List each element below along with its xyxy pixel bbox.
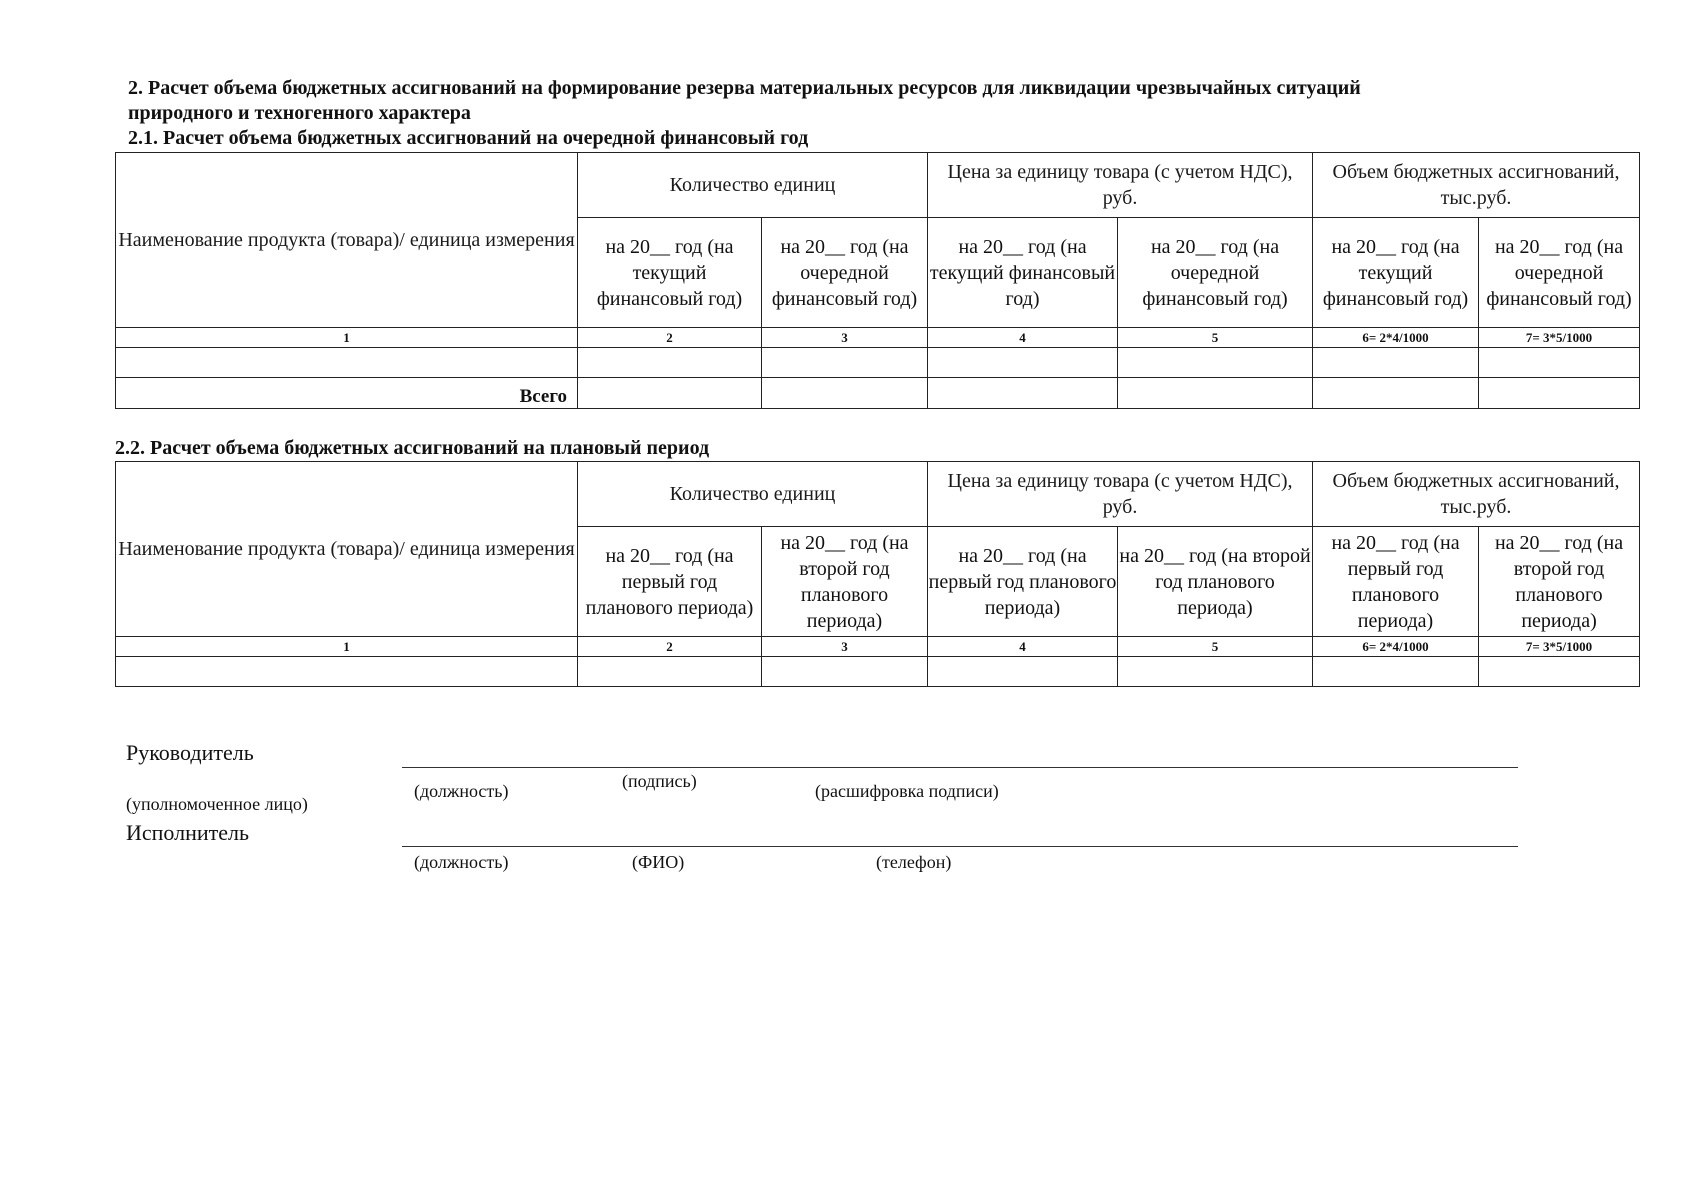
empty-cell[interactable] [1313, 348, 1479, 378]
volume-header: Объем бюджетных ассигнований, тыс.руб. [1313, 153, 1640, 218]
empty-cell[interactable] [1313, 657, 1479, 687]
sub-header-col3: на 20__ год (на очередной финансовый год) [762, 218, 928, 328]
col-number-1: 1 [116, 637, 578, 657]
sub-header-col4: на 20__ год (на первый год планового периода) [928, 527, 1118, 637]
quantity-header: Количество единиц [578, 462, 928, 527]
name-header: Наименование продукта (товара)/ единица измерения [116, 462, 578, 637]
name-header: Наименование продукта (товара)/ единица измерения [116, 153, 578, 328]
empty-cell[interactable] [578, 657, 762, 687]
price-header: Цена за единицу товара (с учетом НДС), руб. [928, 462, 1313, 527]
exec-position-caption: (должность) [414, 852, 509, 872]
executor-label: Исполнитель [126, 820, 250, 845]
col-number-4: 4 [928, 328, 1118, 348]
table-row [116, 657, 1640, 687]
section-2-1-title: 2.1. Расчет объема бюджетных ассигнований на очередной финансовый год [128, 127, 809, 149]
sub-header-col7: на 20__ год (на очередной финансовый год) [1479, 218, 1640, 328]
volume-header: Объем бюджетных ассигнований, тыс.руб. [1313, 462, 1640, 527]
col-number-5: 5 [1118, 328, 1313, 348]
empty-cell[interactable] [116, 657, 578, 687]
empty-cell[interactable] [762, 657, 928, 687]
empty-cell[interactable] [1118, 378, 1313, 409]
sub-header-col7: на 20__ год (на второй год планового периода) [1479, 527, 1640, 637]
section-2-2-title: 2.2. Расчет объема бюджетных ассигнований на плановый период [115, 437, 710, 459]
empty-cell[interactable] [578, 378, 762, 409]
empty-cell[interactable] [1118, 657, 1313, 687]
empty-cell[interactable] [1118, 348, 1313, 378]
empty-cell[interactable] [1479, 378, 1640, 409]
col-number-3: 3 [762, 637, 928, 657]
col-number-6: 6= 2*4/1000 [1313, 637, 1479, 657]
head-position-caption: (должность) [414, 781, 509, 801]
empty-cell[interactable] [1479, 657, 1640, 687]
col-number-2: 2 [578, 328, 762, 348]
sub-header-col2: на 20__ год (на текущий финансовый год) [578, 218, 762, 328]
table-row [116, 348, 1640, 378]
empty-cell[interactable] [928, 657, 1118, 687]
sub-header-col5: на 20__ год (на второй год планового периода) [1118, 527, 1313, 637]
executor-signature-line [402, 846, 1518, 847]
head-signature-line [402, 767, 1518, 768]
quantity-header: Количество единиц [578, 153, 928, 218]
table-2-1 [115, 152, 1640, 409]
sub-header-col2: на 20__ год (на первый год планового периода) [578, 527, 762, 637]
col-number-2: 2 [578, 637, 762, 657]
empty-cell[interactable] [116, 348, 578, 378]
col-number-1: 1 [116, 328, 578, 348]
col-number-3: 3 [762, 328, 928, 348]
head-sub-label: (уполномоченное лицо) [126, 794, 308, 814]
section-2-title-line1: 2. Расчет объема бюджетных ассигнований на формирование резерва материальных ресурсов для ликвидации чрезвычайных ситуаций [128, 77, 1361, 99]
exec-name-caption: (ФИО) [632, 852, 685, 872]
col-number-4: 4 [928, 637, 1118, 657]
empty-cell[interactable] [762, 378, 928, 409]
sub-header-col5: на 20__ год (на очередной финансовый год) [1118, 218, 1313, 328]
empty-cell[interactable] [762, 348, 928, 378]
sub-header-col6: на 20__ год (на первый год планового периода) [1313, 527, 1479, 637]
exec-phone-caption: (телефон) [876, 852, 952, 872]
sub-header-col6: на 20__ год (на текущий финансовый год) [1313, 218, 1479, 328]
sub-header-col4: на 20__ год (на текущий финансовый год) [928, 218, 1118, 328]
sub-header-col3: на 20__ год (на второй год планового периода) [762, 527, 928, 637]
total-row [116, 378, 1640, 409]
empty-cell[interactable] [928, 378, 1118, 409]
empty-cell[interactable] [1479, 348, 1640, 378]
total-label: Всего [116, 378, 578, 409]
table-2-2 [115, 461, 1640, 687]
col-number-6: 6= 2*4/1000 [1313, 328, 1479, 348]
col-number-7: 7= 3*5/1000 [1479, 637, 1640, 657]
section-2-title-line2: природного и техногенного характера [128, 102, 471, 124]
empty-cell[interactable] [1313, 378, 1479, 409]
price-header: Цена за единицу товара (с учетом НДС), руб. [928, 153, 1313, 218]
col-number-7: 7= 3*5/1000 [1479, 328, 1640, 348]
head-decoding-caption: (расшифровка подписи) [815, 781, 999, 801]
empty-cell[interactable] [928, 348, 1118, 378]
col-number-5: 5 [1118, 637, 1313, 657]
empty-cell[interactable] [578, 348, 762, 378]
head-label: Руководитель [126, 740, 254, 765]
head-signature-caption: (подпись) [622, 771, 697, 791]
